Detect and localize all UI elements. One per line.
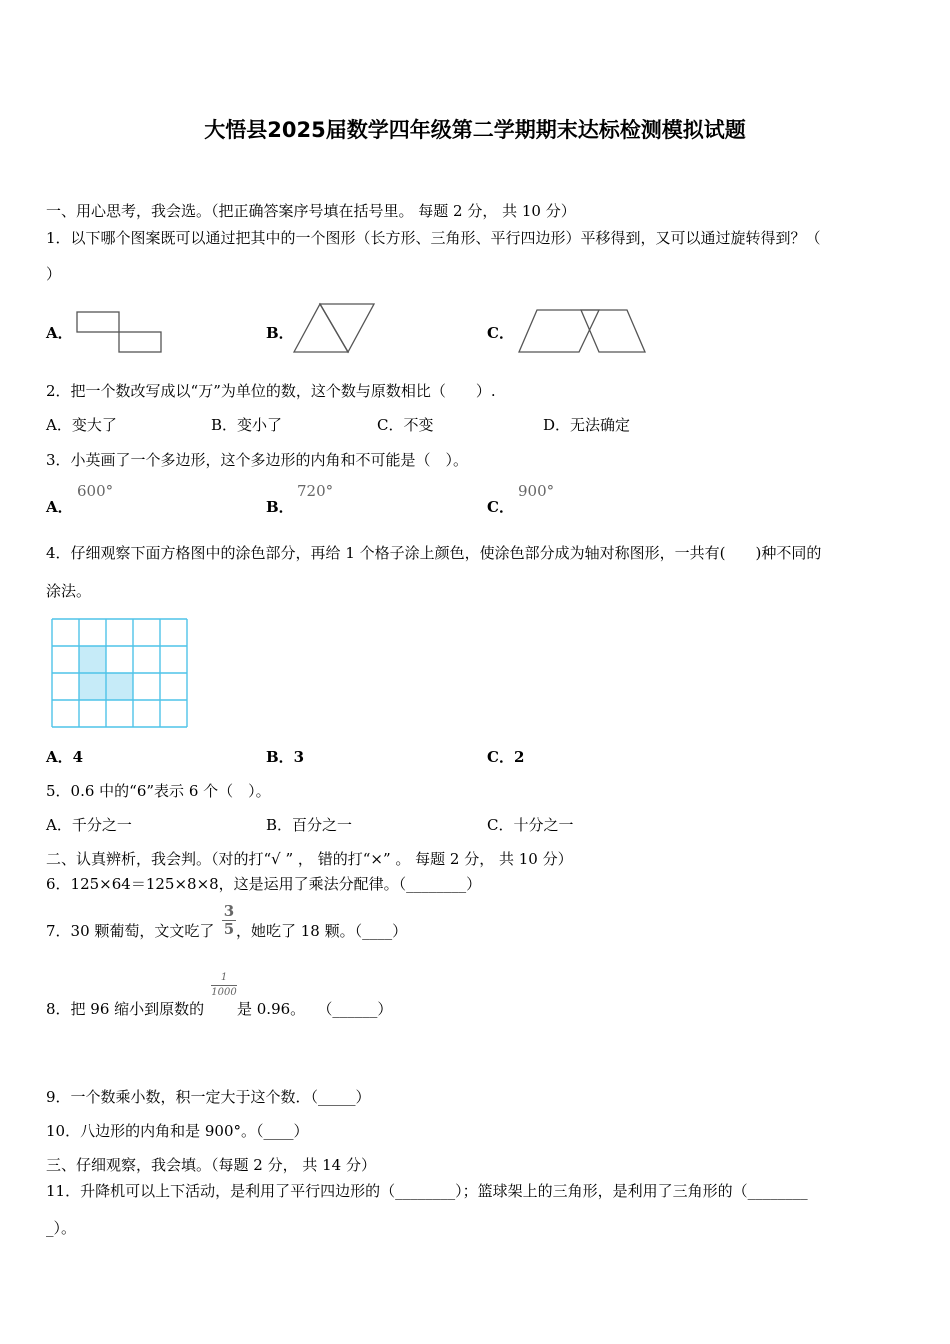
q2-option-b[interactable]: B．变小了 xyxy=(211,416,283,434)
q8-fraction xyxy=(211,973,237,998)
q1-text-cont: ） xyxy=(46,265,62,283)
q8-fraction-num: 1 xyxy=(220,972,228,983)
q1-figure-a xyxy=(76,311,166,357)
q2-option-d[interactable]: D．无法确定 xyxy=(543,416,631,434)
q5-option-b[interactable]: B．百分之一 xyxy=(266,816,353,834)
grid-cell-shaded xyxy=(79,673,106,700)
q3-text: 3．小英画了一个多边形，这个多边形的内角和不可能是（ ）。 xyxy=(46,451,469,469)
grid-cell-shaded xyxy=(79,646,106,673)
q7-text-after: ，她吃了 18 颗。（____） xyxy=(236,922,408,940)
q4-option-b[interactable]: B．3 xyxy=(266,748,305,766)
q4-text-cont: 涂法。 xyxy=(46,582,92,600)
q8-text-after: 是 0.96。 （______） xyxy=(237,1000,393,1018)
q1-figure-b xyxy=(292,302,378,356)
q3-option-a[interactable]: A． xyxy=(46,498,73,516)
q7-fraction-den: 5 xyxy=(223,920,235,938)
q4-option-a[interactable]: A．4 xyxy=(46,748,84,766)
q5-option-a[interactable]: A．千分之一 xyxy=(46,816,132,834)
grid-cell-shaded xyxy=(106,673,133,700)
q4-option-c[interactable]: C．2 xyxy=(487,748,525,766)
q4-text: 4．仔细观察下面方格图中的涂色部分，再给 1 个格子涂上颜色，使涂色部分成为轴对称图形，一共有( )种不同的 xyxy=(46,544,822,562)
section-2-heading: 二、认真辨析，我会判。（对的打“√ ” ， 错的打“×” 。 每题 2 分， 共 10 分） xyxy=(46,850,573,868)
q1-text: 1．以下哪个图案既可以通过把其中的一个图形（长方形、三角形、平行四边形）平移得到，又可以通过旋转得到？（ xyxy=(46,229,821,247)
q9-text: 9．一个数乘小数，积一定大于这个数．（_____） xyxy=(46,1088,371,1106)
q1-option-a[interactable]: A． xyxy=(46,324,73,342)
q5-option-c[interactable]: C．十分之一 xyxy=(487,816,574,834)
q2-option-c[interactable]: C．不变 xyxy=(377,416,434,434)
q7-text-before: 7．30 颗葡萄，文文吃了 xyxy=(46,922,215,940)
q1-option-b[interactable]: B． xyxy=(266,324,294,342)
q3-value-c: 900° xyxy=(518,482,555,500)
q11-text-cont: _）。 xyxy=(46,1219,77,1237)
q3-option-b[interactable]: B． xyxy=(266,498,294,516)
q5-text: 5．0.6 中的“6”表示 6 个（ ）。 xyxy=(46,782,271,800)
q2-text: 2．把一个数改写成以“万”为单位的数，这个数与原数相比（ ）. xyxy=(46,382,496,400)
q8-text-before: 8．把 96 缩小到原数的 xyxy=(46,1000,205,1018)
q1-option-c[interactable]: C． xyxy=(487,324,514,342)
section-1-heading: 一、用心思考，我会选。（把正确答案序号填在括号里。 每题 2 分， 共 10 分） xyxy=(46,202,576,220)
q6-text: 6．125×64＝125×8×8，这是运用了乘法分配律。（________） xyxy=(46,875,482,893)
page-title: 大悟县2025届数学四年级第二学期期末达标检测模拟试题 xyxy=(204,118,746,142)
q4-grid xyxy=(50,617,190,729)
q3-value-b: 720° xyxy=(297,482,334,500)
q7-fraction-num: 3 xyxy=(223,902,235,920)
q1-figure-c xyxy=(517,308,649,356)
q10-text: 10．八边形的内角和是 900°。（____） xyxy=(46,1122,309,1140)
q3-value-a: 600° xyxy=(77,482,114,500)
q3-option-c[interactable]: C． xyxy=(487,498,514,516)
section-3-heading: 三、仔细观察，我会填。（每题 2 分， 共 14 分） xyxy=(46,1156,376,1174)
q11-text: 11．升降机可以上下活动，是利用了平行四边形的（________）；篮球架上的三角形，是利用了三角形的（________ xyxy=(46,1182,808,1200)
q8-fraction-den: 1000 xyxy=(211,987,237,998)
q2-option-a[interactable]: A．变大了 xyxy=(46,416,117,434)
q7-fraction xyxy=(222,904,236,937)
